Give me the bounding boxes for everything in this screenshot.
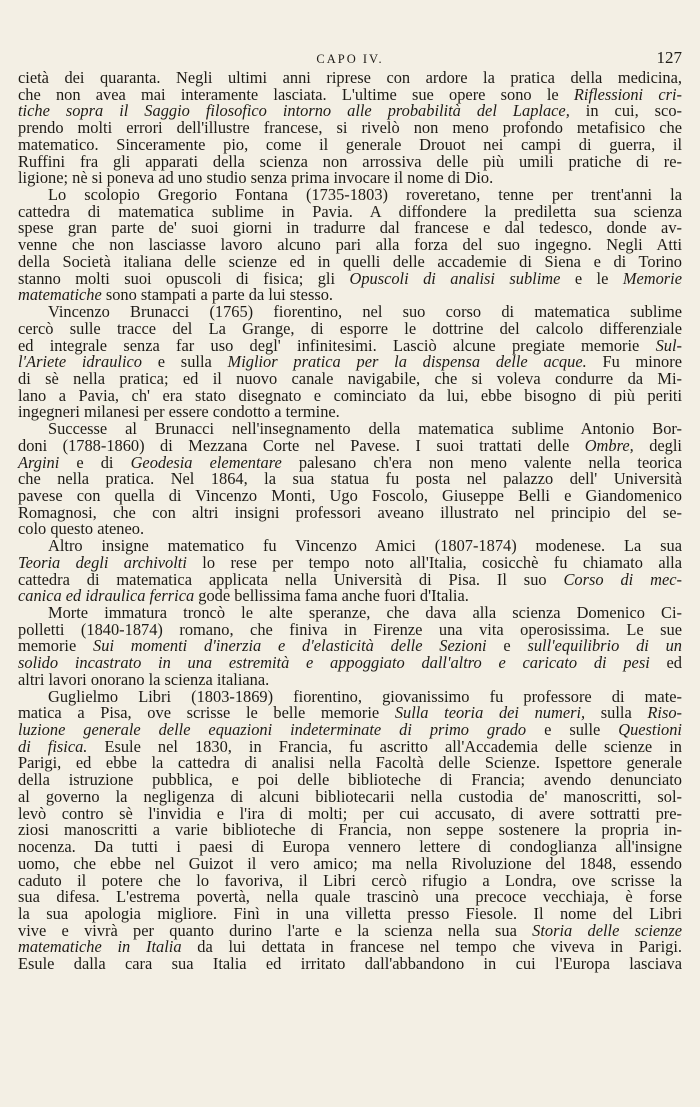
text-line: Successe al Brunacci nell'insegnamento della matematica sublime Antonio Bor- — [48, 419, 682, 439]
text-line: memorie Sui momenti d'inerzia e d'elasticità delle Sezioni e sull'equilibrio di un — [18, 636, 682, 656]
text-line: matematiche sono stampati a parte da lui stesso. — [18, 285, 333, 305]
text-line: polletti (1840-1874) romano, che finiva in Firenze una vita operosissima. Le sue — [18, 619, 682, 639]
text-line: Ruffini fra gli apparati della scienza non arrossiva delle più umili pratiche di re- — [18, 151, 682, 171]
text-line: che non avea mai interamente lasciata. L'ultime sue opere sono le Riflessioni cri- — [18, 84, 683, 104]
text-line: che nella pratica. Nel 1864, la sua statua fu posta nel palazzo dell' Università — [18, 469, 682, 489]
text-line: cattedra di matematica applicata nella Università di Pisa. Il suo Corso di mec- — [18, 569, 682, 589]
text-line: ziosi manoscritti a varie biblioteche di Francia, non seppe sostenere la propria in- — [18, 820, 682, 840]
text-line: tiche sopra il Saggio filosofico intorno alle probabilità del Laplace, in cui, sco- — [18, 101, 682, 121]
text-line: Vincenzo Brunacci (1765) fiorentino, nel suo corso di matematica sublime — [48, 302, 682, 322]
text-line: della Società italiana delle scienze ed in quelli delle accademie di Siena e di Torino — [18, 251, 682, 271]
text-line: canica ed idraulica ferrica gode bellissima fama anche fuori d'Italia. — [18, 586, 469, 606]
text-line: matematiche in Italia da lui dettata in francese nel tempo che viveva in Parigi. — [18, 937, 683, 957]
text-line: pavese con quella di Vincenzo Monti, Ugo Foscolo, Giuseppe Belli e Giandomenico — [18, 485, 682, 505]
text-line: altri lavori onorano la scienza italiana. — [18, 669, 270, 689]
text-line: cercò sulle tracce del La Grange, di esporre le dottrine del calcolo differenziale — [18, 318, 682, 338]
chapter-heading: CAPO IV. — [316, 52, 384, 66]
text-line: Guglielmo Libri (1803-1869) fiorentino, giovanissimo fu professore di mate- — [48, 686, 682, 706]
text-line: al governo la negligenza di alcuni bibliotecarii nella custodia de' manoscritti, sol- — [18, 786, 682, 806]
text-line: Lo scolopio Gregorio Fontana (1735-1803) roveretano, tenne per trent'anni la — [48, 185, 682, 205]
text-line: prendo molti errori dell'illustre francese, si rivelò non meno profondo metafisico che — [18, 118, 682, 138]
text-line: doni (1788-1860) di Mezzana Corte nel Pavese. I suoi trattati delle Ombre, degli — [18, 435, 682, 455]
text-line: della istruzione pubblica, e poi delle biblioteche di Francia; avendo denunciato — [18, 770, 682, 790]
text-line: levò contro sè l'invidia e l'ira di molti; per cui accusato, di avere sottratti pre- — [18, 803, 682, 823]
text-line: caduto il potere che lo favoriva, il Libri cercò rifugio a Londra, ove scrisse la — [18, 870, 682, 890]
text-line: luzione generale delle equazioni indeterminate di primo grado e sulle Questioni — [18, 720, 682, 740]
running-header — [18, 48, 682, 70]
body-text — [18, 70, 682, 973]
text-line: matica a Pisa, ove scrisse le belle memorie Sulla teoria dei numeri, sulla Riso- — [18, 703, 682, 723]
text-line: Parigi, ed ebbe la cattedra di analisi nella Facoltà delle Scienze. Ispettore generale — [18, 753, 682, 773]
text-line: sua difesa. L'estrema povertà, nella quale trascinò una precoce vecchiaja, è forse — [18, 887, 682, 907]
text-line: lano a Pavia, ch' era stato disegnato e cominciato da lui, ebbe bisogno di più periti — [18, 385, 682, 405]
text-line: solido incastrato in una estremità e appoggiato dall'altro e caricato di pesi ed — [18, 653, 682, 673]
text-line: Morte immatura troncò le alte speranze, che dava alla scienza Domenico Ci- — [48, 603, 682, 622]
text-line: ingegneri milanesi per essere condotto a termine. — [18, 402, 340, 422]
text-line: ed integrale senza far uso degl' infinitesimi. Lasciò alcune pregiate memorie Sul- — [18, 335, 682, 355]
text-line: spese gran parte de' suoi giorni in tradurre dal francese e dal tedesco, donde av- — [18, 218, 682, 238]
text-line: nocenza. Da tutti i paesi di Europa vennero lettere di condoglianza all'insigne — [18, 837, 682, 857]
text-line: di fisica. Esule nel 1830, in Francia, fu ascritto all'Accademia delle scienze in — [18, 736, 682, 756]
text-line: uomo, che ebbe nel Guizot il vero amico; ma nella Rivoluzione del 1848, essendo — [18, 853, 682, 873]
text-line: venne che non lasciasse lavoro alcuno pari alla forza del suo ingegno. Negli Atti — [18, 235, 682, 255]
text-line: vive e vivrà per quanto durino l'arte e la scienza nella sua Storia delle scienze — [18, 920, 683, 940]
text-line: Argini e di Geodesia elementare palesano ch'era non meno valente nella teorica — [18, 452, 682, 472]
text-line: l'Ariete idraulico e sulla Miglior pratica per la dispensa delle acque. Fu minore — [18, 352, 682, 372]
text-line: matematico. Sinceramente pio, come il generale Drouot nei campi di guerra, il — [18, 134, 682, 154]
text-line: Teoria degli archivolti lo rese per tempo noto all'Italia, cosicchè fu chiamato alla — [18, 552, 682, 572]
text-line: ligione; nè si poneva ad uno studio senza prima invocare il nome di Dio. — [18, 168, 494, 188]
text-line: Altro insigne matematico fu Vincenzo Amici (1807-1874) modenese. La sua — [48, 536, 682, 556]
text-line: cietà dei quaranta. Negli ultimi anni riprese con ardore la pratica della medicina, — [18, 68, 682, 87]
text-line: stanno molti suoi opuscoli di fisica; gli Opuscoli di analisi sublime e le Memorie — [18, 268, 682, 288]
text-line: cattedra di matematica sublime in Pavia. A diffondere la prediletta sua scienza — [18, 201, 682, 221]
text-line: Esule dalla cara sua Italia ed irritato dall'abbandono in cui l'Europa lasciava — [18, 954, 682, 974]
page-number: 127 — [656, 48, 682, 67]
text-line: colo questo ateneo. — [18, 519, 145, 539]
text-line: Romagnosi, che con altri insigni professori aveano illustrato nel principio del se- — [18, 502, 682, 522]
text-line: di sè nella pratica; ed il nuovo canale navigabile, che si voleva condurre da Mi- — [18, 368, 682, 388]
text-line: la sua apologia migliore. Finì in una villetta presso Fiesole. Il nome del Libri — [18, 903, 682, 923]
